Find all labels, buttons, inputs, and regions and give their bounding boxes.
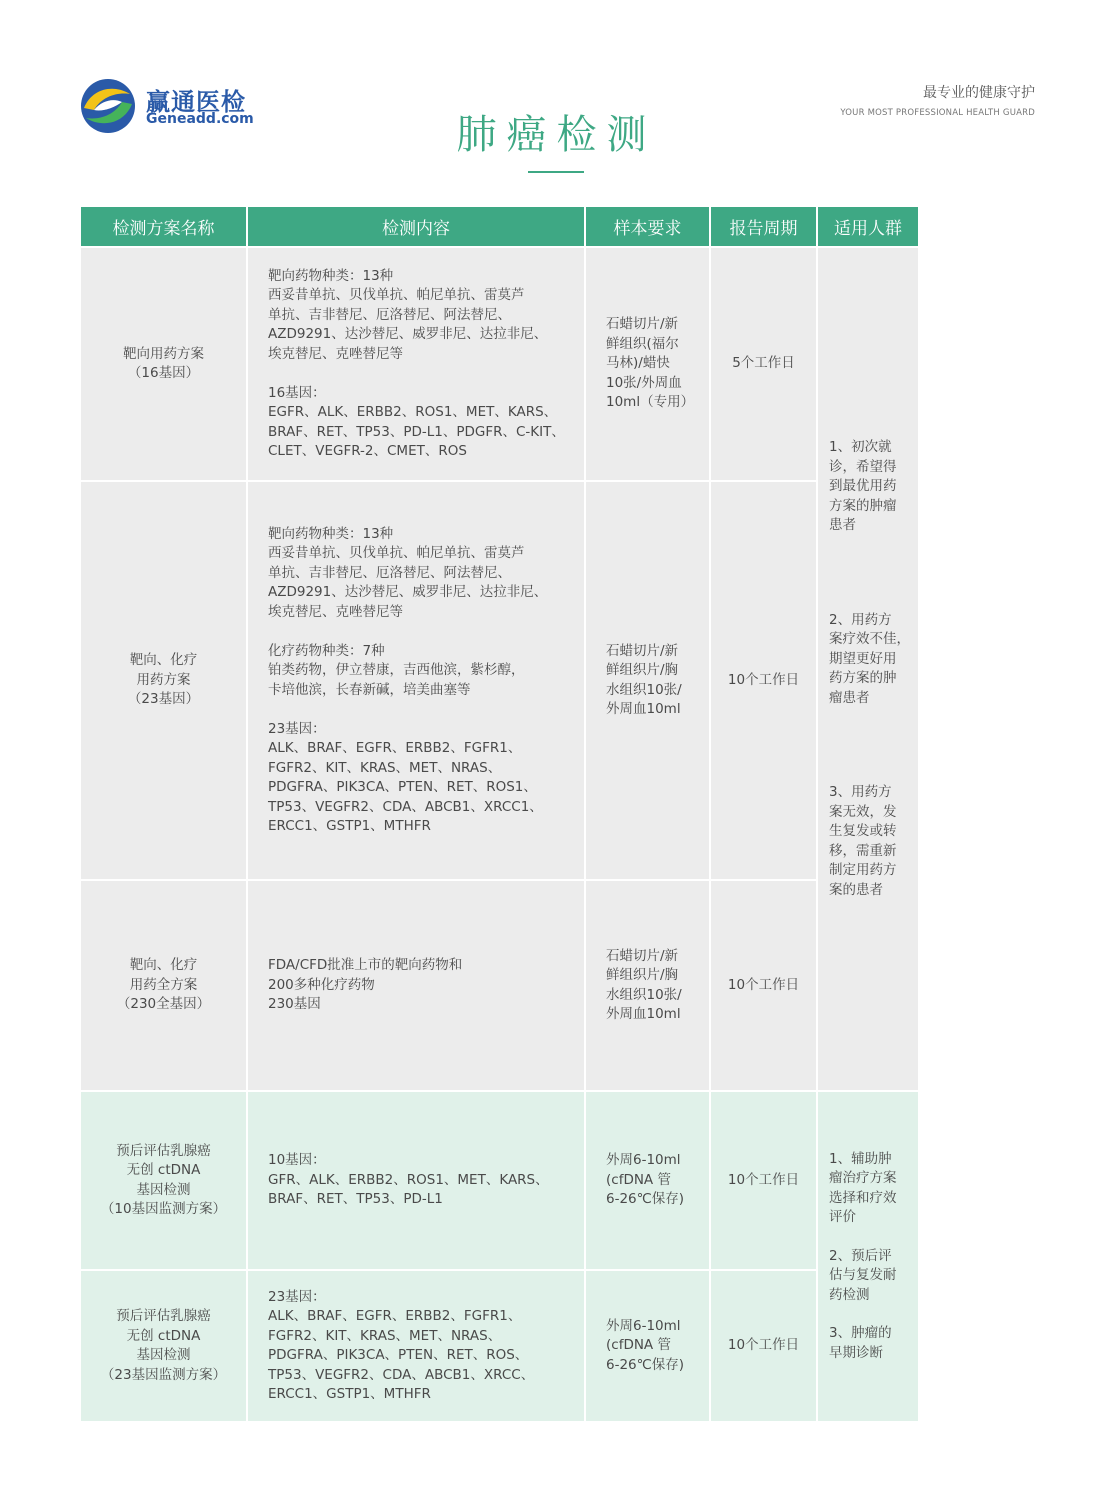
table-row <box>80 481 919 880</box>
audience-item: 3、用药方 案无效，发 生复发或转 移，需重新 制定用药方 案的患者 <box>829 784 897 898</box>
report-period: 10个工作日 <box>710 880 817 1091</box>
audience-item: 1、初次就 诊，希望得 到最优用药 方案的肿瘤 患者 <box>829 439 897 533</box>
content-block: 10基因： GFR、ALK、ERBB2、ROS1、MET、KARS、 BRAF、RET、TP53、PD-L1 <box>268 1152 549 1208</box>
sample-requirement: 外周6-10ml (cfDNA 管 6-26℃保存) <box>585 1270 710 1422</box>
table-row <box>80 880 919 1091</box>
column-header-sample: 样本要求 <box>585 206 710 247</box>
sample-requirement: 外周6-10ml (cfDNA 管 6-26℃保存) <box>585 1091 710 1270</box>
audience-item: 2、用药方 案疗效不佳， 期望更好用 药方案的肿 瘤患者 <box>829 611 910 706</box>
table-row <box>80 247 919 481</box>
column-header-name: 检测方案名称 <box>80 206 247 247</box>
content-block: 23基因： ALK、BRAF、EGFR、ERBB2、FGFR1、 FGFR2、KIT、KRAS、MET、NRAS、 PDGFRA、PIK3CA、PTEN、RET、ROS、 TP53、VEGFR2、CDA、ABCB1、XRCC、 ERCC1、GSTP1、MTHFR <box>268 1288 535 1402</box>
column-header-audience: 适用人群 <box>817 206 919 247</box>
content-block: 16基因： EGFR、ALK、ERBB2、ROS1、MET、KARS、 BRAF、RET、TP53、PD-L1、PDGFR、C-KIT、 CLET、VEGFR-2、CMET、ROS <box>268 384 565 459</box>
column-header-content: 检测内容 <box>247 206 585 247</box>
brand-name-cn: 赢通医检 <box>146 88 246 116</box>
audience-item: 1、辅助肿 瘤治疗方案 选择和疗效 评价 <box>829 1150 897 1226</box>
audience-group-1 <box>817 247 919 1091</box>
report-period: 5个工作日 <box>710 247 817 481</box>
report-period: 10个工作日 <box>710 1270 817 1422</box>
audience-item: 2、预后评 估与复发耐 药检测 <box>829 1247 897 1303</box>
tagline-cn: 最专业的健康守护 <box>923 85 1035 101</box>
audience-item: 3、肿瘤的 早期诊断 <box>829 1325 892 1361</box>
test-content <box>247 1270 585 1422</box>
brand-name-en: Geneadd.com <box>146 111 254 127</box>
table-header-row <box>80 206 919 247</box>
table-row <box>80 1270 919 1422</box>
content-block: 靶向药物种类：13种 西妥昔单抗、贝伐单抗、帕尼单抗、雷莫芦 单抗、吉非替尼、厄洛替尼、阿法替尼、 AZD9291、达沙替尼、威罗非尼、达拉非尼、 埃克替尼、克唑替尼等 <box>268 267 548 362</box>
sample-requirement: 石蜡切片/新 鲜组织片/胸 水组织10张/ 外周血10ml <box>585 880 710 1091</box>
content-block: 23基因： ALK、BRAF、EGFR、ERBB2、FGFR1、 FGFR2、KIT、KRAS、MET、NRAS、 PDGFRA、PIK3CA、PTEN、RET、ROS1、 TP53、VEGFR2、CDA、ABCB1、XRCC1、 ERCC1、GSTP1、MTHFR <box>268 720 543 834</box>
table-row <box>80 1091 919 1270</box>
sample-requirement: 石蜡切片/新 鲜组织片/胸 水组织10张/ 外周血10ml <box>585 481 710 880</box>
sample-requirement: 石蜡切片/新 鲜组织(福尔 马林)/蜡快 10张/外周血 10ml（专用） <box>585 247 710 481</box>
content-block: FDA/CFD批准上市的靶向药物和 200多种化疗药物 230基因 <box>268 957 463 1013</box>
test-content <box>247 880 585 1091</box>
plan-name: 靶向、化疗 用药方案 （23基因） <box>80 481 247 880</box>
plan-name: 靶向用药方案 （16基因） <box>80 247 247 481</box>
title-underline <box>528 171 584 173</box>
column-header-period: 报告周期 <box>710 206 817 247</box>
report-period: 10个工作日 <box>710 1091 817 1270</box>
plan-name: 靶向、化疗 用药全方案 （230全基因） <box>80 880 247 1091</box>
test-content <box>247 481 585 880</box>
report-period: 10个工作日 <box>710 481 817 880</box>
tagline-en: YOUR MOST PROFESSIONAL HEALTH GUARD <box>840 108 1035 118</box>
audience-group-2 <box>817 1091 919 1422</box>
test-content <box>247 1091 585 1270</box>
plan-name: 预后评估乳腺癌 无创 ctDNA 基因检测 （10基因监测方案） <box>80 1091 247 1270</box>
test-plan-table <box>79 205 920 1423</box>
content-block: 靶向药物种类：13种 西妥昔单抗、贝伐单抗、帕尼单抗、雷莫芦 单抗、吉非替尼、厄洛替尼、阿法替尼、 AZD9291、达沙替尼、威罗非尼、达拉非尼、 埃克替尼、克唑替尼等 <box>268 525 548 620</box>
plan-name: 预后评估乳腺癌 无创 ctDNA 基因检测 （23基因监测方案） <box>80 1270 247 1422</box>
content-block: 化疗药物种类：7种 铂类药物，伊立替康，吉西他滨，紫杉醇， 卡培他滨，长春新碱，培美曲塞等 <box>268 642 525 698</box>
test-content <box>247 247 585 481</box>
page-title: 肺癌检测 <box>456 112 657 158</box>
